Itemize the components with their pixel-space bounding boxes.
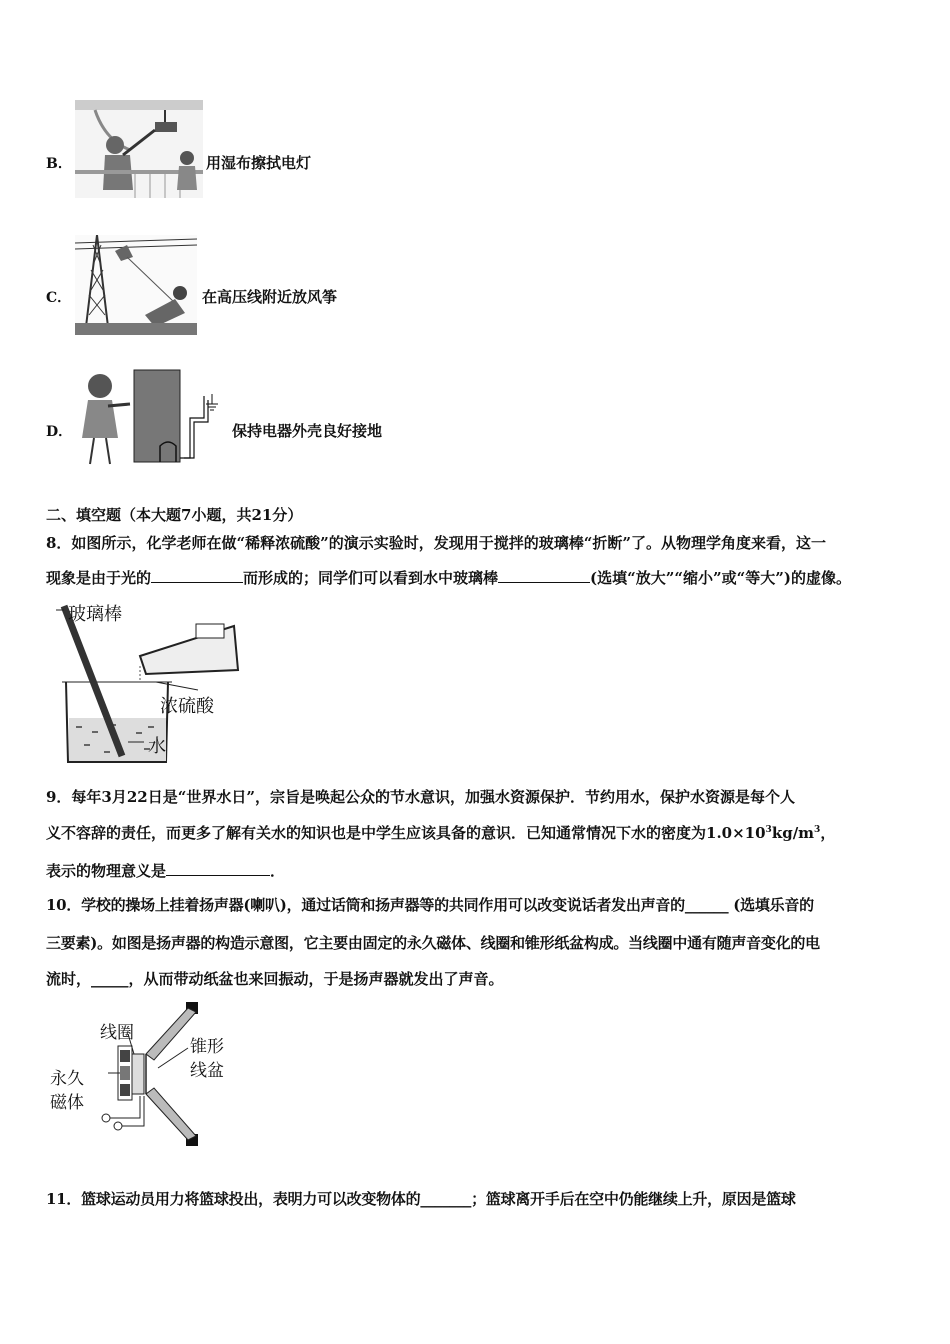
q9-line2 [46,822,835,843]
q10-fig-label-cone2: 线盆 [190,1061,224,1081]
q8-figure [48,596,248,768]
option-c-label: C． [46,290,72,306]
q8-text-c: (选填“放大”“缩小”或“等大”)的虚像。 [590,569,851,587]
q9-line1: 9．每年3月22日是“世界水日”，宗旨是唤起公众的节水意识，加强水资源保护．节约用水，保护水资源是每个人 [46,788,796,806]
q10-fig-label-mag1: 永久 [50,1069,84,1089]
q9-text-a: 义不容辞的责任，而更多了解有关水的知识也是中学生应该具备的意识．已知通常情况下水的密度为1.0×10 [46,824,766,842]
kite-power-line-illustration [75,235,197,335]
q9-text-c: ， [820,824,836,842]
q8-line2 [46,567,851,588]
q8-text-b: 而形成的；同学们可以看到水中玻璃棒 [243,569,499,587]
q10-line2: 三要素)。如图是扬声器的构造示意图，它主要由固定的永久磁体、线圈和锥形纸盆构成。当线圈中通有随声音变化的电 [46,934,820,952]
q8-fig-label-water: 水 [148,736,166,757]
q8-blank1 [151,568,243,583]
q9-text-e: ． [270,862,286,880]
q10-speaker-figure [48,998,248,1150]
q10-fig-label-cone1: 锥形 [190,1037,224,1057]
option-c-text: 在高压线附近放风筝 [202,288,338,306]
q8-fig-label-rod: 玻璃棒 [68,604,122,625]
q9-text-d: 表示的物理意义是 [46,862,167,880]
section-title: 二、填空题（本大题7小题，共21分） [46,506,303,524]
q11-line1: 11．篮球运动员用力将篮球投出，表明力可以改变物体的_______；篮球离开手后在空中仍能继续上升，原因是篮球 [46,1190,796,1208]
option-d-label: D． [46,424,73,440]
q8-fig-label-acid: 浓硫酸 [160,696,214,717]
q9-exp2: 3 [814,825,821,835]
wiping-lamp-illustration [75,100,203,198]
q9-text-b: kg/m [771,824,815,842]
option-b-text: 用湿布擦拭电灯 [206,154,312,172]
q10-fig-label-mag2: 磁体 [50,1093,84,1113]
q9-blank [166,861,270,876]
q8-blank2 [498,568,590,583]
q9-line3 [46,860,285,881]
q8-line1: 8．如图所示，化学老师在做“稀释浓硫酸”的演示实验时，发现用于搅拌的玻璃棒“折断”了。从物理学角度来看，这一 [46,534,826,552]
q8-text-a: 现象是由于光的 [46,569,152,587]
q10-fig-label-coil: 线圈 [100,1023,134,1043]
option-d-text: 保持电器外壳良好接地 [232,422,383,440]
q10-line3: 流时，_____，从而带动纸盆也来回振动，于是扬声器就发出了声音。 [46,970,504,988]
grounded-appliance-illustration [72,368,232,468]
option-b-label: B． [46,156,72,172]
q9-exp1: 3 [765,825,772,835]
q10-line1: 10．学校的操场上挂着扬声器(喇叭)，通过话筒和扬声器等的共同作用可以改变说话者发出声音的______ (选填乐音的 [46,896,814,914]
